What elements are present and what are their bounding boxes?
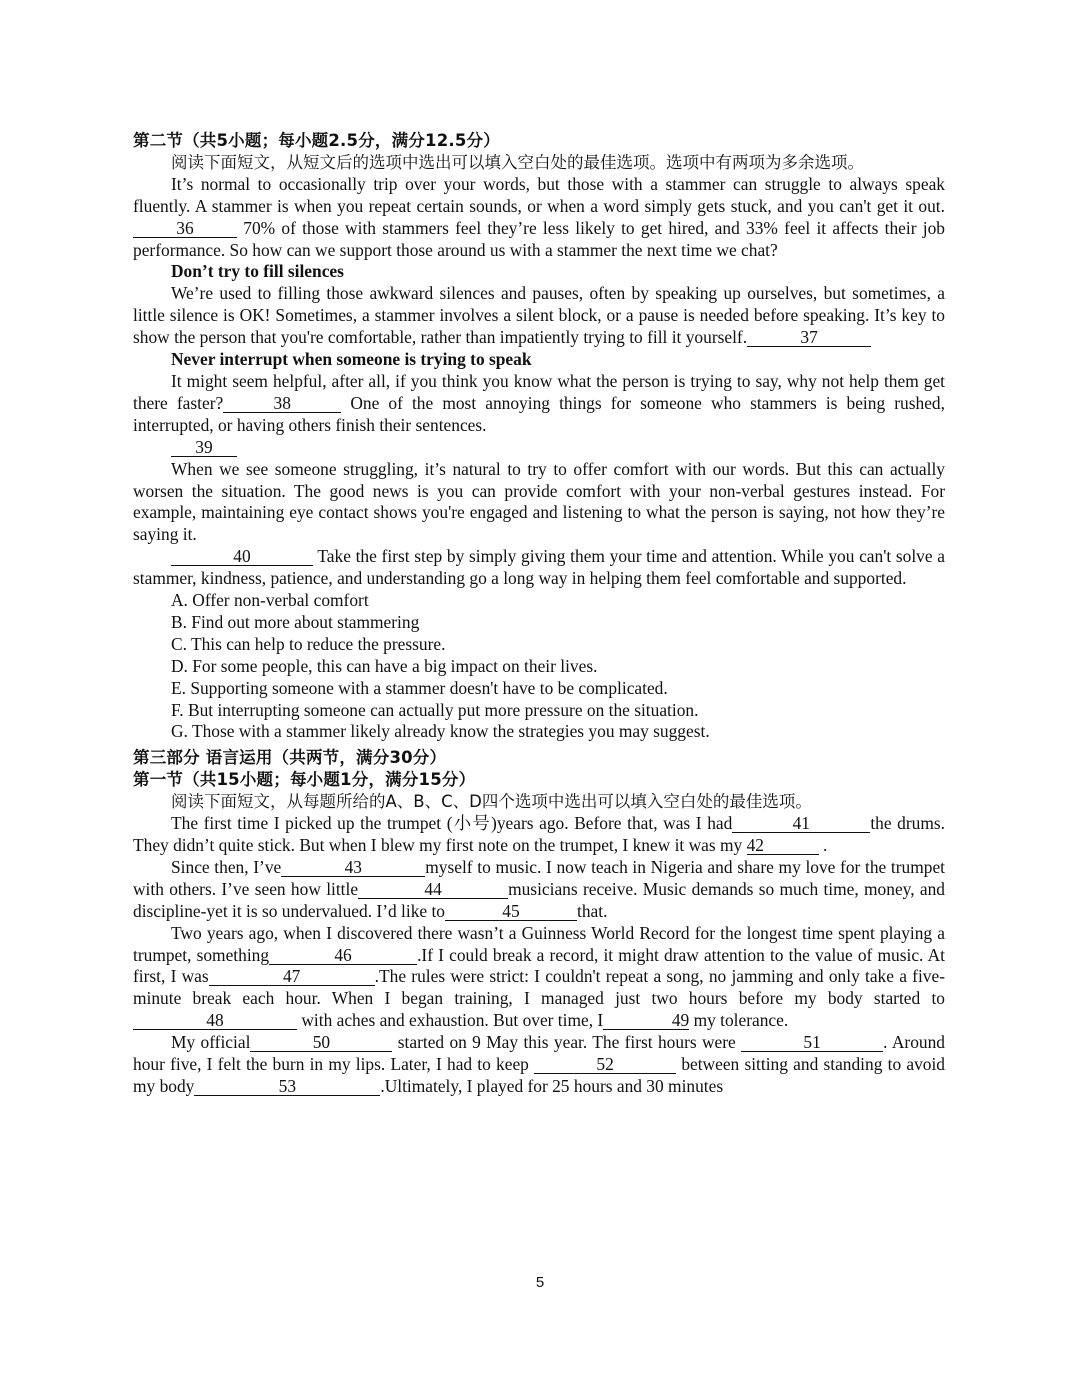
blank-47[interactable]: 47 bbox=[209, 967, 375, 986]
answer-options bbox=[133, 590, 945, 743]
blank-41[interactable]: 41 bbox=[732, 814, 870, 833]
cloze-paragraph-4: My official 50 started on 9 May this year. The first hours were 51 . Around hour five, I felt the burn in my lips. Later, I had to keep 52 between sitting and standing to avoid my body 53 .Ultimately, I played for 25 hours and 30 minutes bbox=[133, 1032, 945, 1096]
section-2-instruction: 阅读下面短文，从短文后的选项中选出可以填入空白处的最佳选项。选项中有两项为多余选项。 bbox=[171, 152, 864, 172]
blank-51[interactable]: 51 bbox=[741, 1033, 883, 1052]
passage-paragraph-1: It’s normal to occasionally trip over your words, but those with a stammer can struggle to always speak fluently. A stammer is when you repeat certain sounds, or when a word simply gets stuck, and you can't get it out.36 70% of those with stammers feel they’re less likely to get hired, and 33% feel it affects their job performance. So how can we support those around us with a stammer the next time we chat? bbox=[133, 173, 945, 260]
passage-paragraph-2: We’re used to filling those awkward silences and pauses, often by speaking up ourselves, but sometimes, a little silence is OK! Sometimes, a stammer involves a silent block, or a pause is needed before speaking. It’s key to show the person that you're comfortable, rather than impatiently trying to fill it yourself. 37 bbox=[133, 283, 945, 348]
heading-fill-silences: Don’t try to fill silences bbox=[171, 261, 344, 282]
blank-38[interactable]: 38 bbox=[223, 394, 341, 413]
blank-37[interactable]: 37 bbox=[747, 328, 871, 347]
option-g: G. Those with a stammer likely already know the strategies you may suggest. bbox=[171, 721, 710, 742]
cloze-paragraph-3: Two years ago, when I discovered there wasn’t a Guinness World Record for the longest time spent playing a trumpet, something 46 .If I could break a record, it might draw attention to the value of music. At first, I was 47 .The rules were strict: I couldn't repeat a song, no jamming and only take a five-minute break each hour. When I began training, I managed just two hours before my body started to48 with aches and exhaustion. But over time, I 49 my tolerance. bbox=[133, 922, 945, 1031]
page-number: 5 bbox=[535, 1274, 545, 1291]
blank-36[interactable]: 36 bbox=[133, 219, 237, 238]
blank-48[interactable]: 48 bbox=[133, 1011, 297, 1030]
option-c: C. This can help to reduce the pressure. bbox=[171, 633, 446, 654]
passage-paragraph-4: When we see someone struggling, it’s natural to try to offer comfort with our words. But this can actually worsen the situation. The good news is you can provide comfort with your non-verbal gestures instead. For example, maintaining eye contact shows you're engaged and listening to what the person is saying, not how they’re saying it. bbox=[133, 458, 945, 545]
blank-45[interactable]: 45 bbox=[445, 902, 577, 921]
blank-40[interactable]: 40 bbox=[171, 547, 313, 566]
blank-49[interactable]: 49 bbox=[603, 1011, 689, 1030]
blank-39[interactable]: 39 bbox=[171, 438, 237, 457]
option-e: E. Supporting someone with a stammer doesn't have to be complicated. bbox=[171, 677, 668, 698]
option-a: A. Offer non-verbal comfort bbox=[171, 590, 369, 611]
blank-44[interactable]: 44 bbox=[358, 880, 508, 899]
part-3-section-1-title: 第一节（共15小题；每小题1分，满分15分） bbox=[133, 770, 476, 790]
option-b: B. Find out more about stammering bbox=[171, 611, 420, 632]
blank-52[interactable]: 52 bbox=[534, 1055, 676, 1074]
heading-never-interrupt: Never interrupt when someone is trying to speak bbox=[171, 349, 532, 370]
heading-blank-39-line bbox=[133, 437, 945, 459]
document-page bbox=[133, 130, 945, 1098]
option-d: D. For some people, this can have a big impact on their lives. bbox=[171, 655, 598, 676]
passage-paragraph-3: It might seem helpful, after all, if you think you know what the person is trying to say, why not help them get there faster? 38 One of the most annoying things for someone who stammers is being rushed, interrupted, or having others finish their sentences. bbox=[133, 370, 945, 435]
cloze-paragraph-2: Since then, I’ve 43 myself to music. I now teach in Nigeria and share my love for the trumpet with others. I’ve seen how little 44 musicians receive. Music demands so much time, money, and discipline-yet it is so undervalued. I’d like to 45 that. bbox=[133, 856, 946, 921]
cloze-paragraph-1: The first time I picked up the trumpet (小号)years ago. Before that, was I had 41 the drums. They didn’t quite stick. But when I blew my first note on the trumpet, I knew it was my 42 . bbox=[133, 813, 945, 855]
blank-50[interactable]: 50 bbox=[250, 1033, 392, 1052]
blank-46[interactable]: 46 bbox=[269, 946, 417, 965]
blank-42[interactable]: 42 bbox=[747, 836, 819, 855]
passage-paragraph-5: 40 Take the first step by simply giving them your time and attention. While you can't solve a stammer, kindness, patience, and understanding go a long way in helping them feel comfortable and supported. bbox=[133, 546, 945, 589]
section-2-title: 第二节（共5小题；每小题2.5分，满分12.5分） bbox=[133, 131, 500, 150]
blank-53[interactable]: 53 bbox=[194, 1077, 380, 1096]
part-3-instruction: 阅读下面短文，从每题所给的A、B、C、D四个选项中选出可以填入空白处的最佳选项。 bbox=[171, 792, 812, 812]
option-f: F. But interrupting someone can actually put more pressure on the situation. bbox=[171, 699, 699, 720]
part-3-title: 第三部分 语言运用（共两节，满分30分） bbox=[133, 748, 447, 768]
blank-43[interactable]: 43 bbox=[281, 858, 425, 877]
